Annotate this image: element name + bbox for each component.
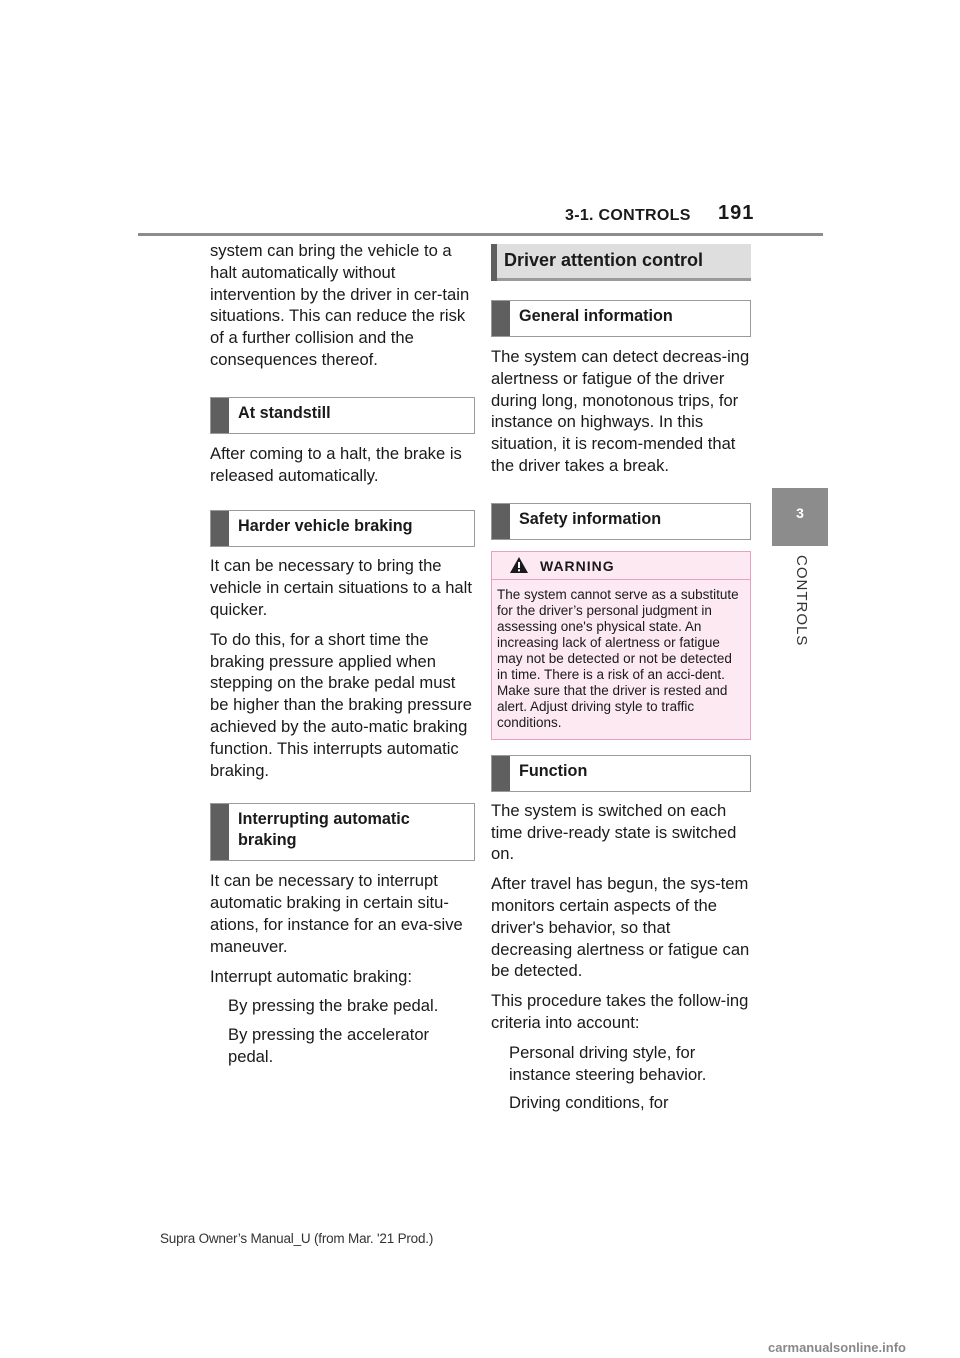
watermark: carmanualsonline.info (768, 1340, 906, 1355)
warning-header (492, 552, 750, 580)
warning-label: WARNING (540, 557, 615, 574)
subheading-bar (211, 398, 229, 433)
list-item (210, 995, 475, 1017)
page-number: 191 (718, 202, 755, 224)
major-heading-text: Driver attention control (504, 250, 704, 270)
subheading-text: At standstill (238, 403, 331, 422)
general-paragraph: The system can detect decreas-ing alertness or fatigue of the driver during long, monotonous trips, for instance on highways. In this situation, it is recom-mended that the driver takes a break. (491, 347, 750, 475)
subheading-text: General information (519, 307, 673, 325)
subheading-bar (492, 301, 510, 336)
harder-paragraph-1: It can be necessary to bring the vehicle in certain situations to a halt quicker. (210, 556, 472, 619)
function-paragraph-2: After travel has begun, the sys-tem monitors certain aspects of the driver's behavior, so that decreasing alertness or fatigue can be detected. (491, 874, 750, 981)
warning-text: The system cannot serve as a substitute for the driver’s personal judgment in assessing one's physical state. An increasing lack of alertness or fatigue may not be detected or not be detected in time. There is a risk of an acci-dent. Make sure that the driver is rested and alert. Adjust driving style to traffic conditions. (497, 586, 739, 730)
footer-text: Supra Owner’s Manual_U (from Mar. '21 Prod.) (160, 1231, 434, 1246)
subheading-at-standstill (210, 397, 475, 434)
subheading-harder-braking (210, 510, 475, 547)
subheading-text: Interrupting automatic braking (238, 810, 410, 850)
list-item (491, 1092, 751, 1114)
list-item-text: By pressing the brake pedal. (228, 996, 439, 1016)
subheading-function (491, 755, 751, 792)
function-paragraph-3: This procedure takes the follow-ing criteria into account: (491, 991, 749, 1032)
warning-triangle-icon (510, 557, 528, 573)
subheading-bar (211, 804, 229, 860)
subheading-general-information (491, 300, 751, 337)
function-paragraph-1: The system is switched on each time drive-ready state is switched on. (491, 800, 737, 864)
intro-paragraph: system can bring the vehicle to a halt automatically without intervention by the driver in cer-tain situations. This can reduce the risk of a further collision and the consequences thereof. (210, 241, 470, 369)
interrupt-paragraph-1: It can be necessary to interrupt automatic braking in certain situ-ations, for instance for an eva-sive maneuver. (210, 871, 463, 956)
left-column (210, 240, 475, 1075)
subheading-interrupting (210, 803, 475, 861)
standstill-paragraph: After coming to a halt, the brake is released automatically. (210, 443, 462, 485)
list-item-text: Personal driving style, for instance steering behavior. (509, 1042, 707, 1084)
warning-box (491, 551, 751, 740)
subheading-bar (211, 511, 229, 546)
section-title: 3-1. CONTROLS (565, 207, 691, 224)
major-heading-driver-attention (491, 244, 751, 281)
chapter-side-label: CONTROLS (793, 555, 810, 647)
subheading-text: Safety information (519, 509, 662, 528)
list-item-text: By pressing the accelerator pedal. (228, 1025, 430, 1066)
subheading-text: Function (519, 761, 588, 780)
subheading-text: Harder vehicle braking (238, 517, 413, 536)
subheading-bar (492, 756, 510, 791)
right-column (491, 244, 751, 1121)
chapter-tab (772, 488, 828, 546)
list-item-text: Driving conditions, for (509, 1093, 669, 1113)
major-heading-bar (491, 244, 497, 281)
subheading-bar (492, 504, 510, 539)
subheading-safety-information (491, 503, 751, 540)
interrupt-paragraph-2: Interrupt automatic braking: (210, 966, 412, 986)
harder-paragraph-2: To do this, for a short time the braking pressure applied when stepping on the brake pedal must be higher than the braking pressure achieved by the auto-matic braking function. This interrupts automatic braking. (210, 629, 472, 780)
list-item (491, 1042, 751, 1086)
chapter-tab-number: 3 (796, 505, 804, 521)
list-item (210, 1024, 475, 1068)
header-rule (138, 233, 823, 236)
